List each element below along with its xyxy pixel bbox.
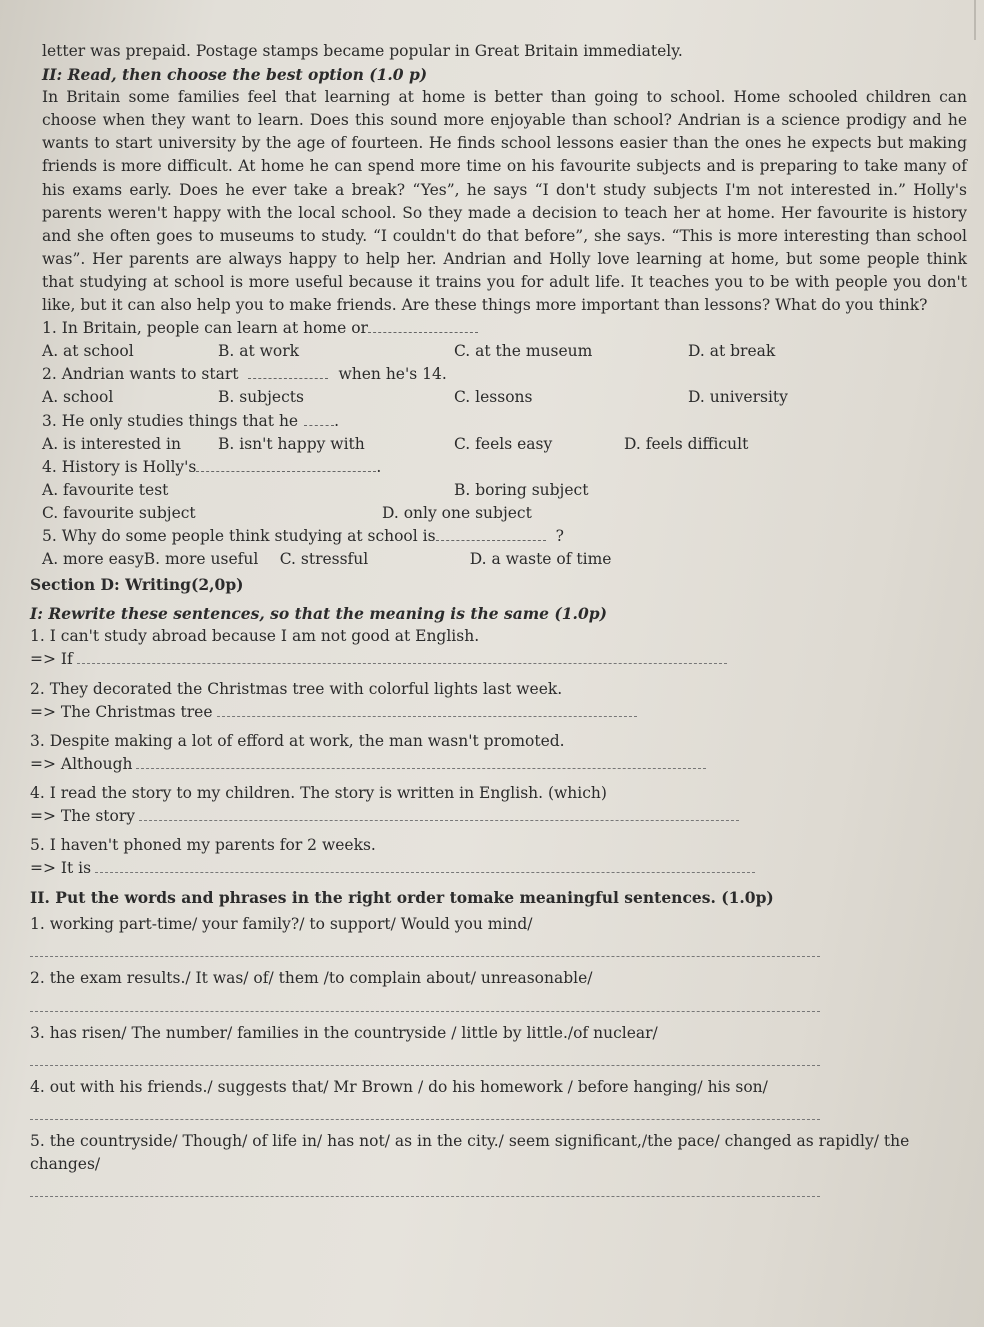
question-5-tail: ? bbox=[555, 526, 564, 545]
rewrite-3-sentence: 3. Despite making a lot of efford at work, the man wasn't promoted. bbox=[30, 731, 565, 750]
option-d: D. a waste of time bbox=[469, 550, 612, 569]
rewrite-5-prompt: => It is bbox=[30, 859, 92, 878]
page-fold bbox=[974, 0, 976, 40]
question-3-options bbox=[30, 433, 970, 456]
option-a: A. is interested in bbox=[42, 434, 181, 453]
intro-line: letter was prepaid. Postage stamps became popular in Great Britain immediately. bbox=[42, 42, 683, 60]
question-3-stem: 3. He only studies things that he bbox=[42, 411, 299, 430]
question-5-stem: 5. Why do some people think studying at school is bbox=[42, 526, 436, 545]
question-2-options bbox=[30, 386, 970, 409]
reorder-1-answer-line[interactable] bbox=[30, 936, 820, 957]
question-3-tail: . bbox=[334, 411, 340, 430]
question-5-options bbox=[30, 548, 970, 571]
reading-passage: In Britain some families feel that learning at home is better than going to school. Home schooled children can choose when they want to learn. Does this sound more enjoyable than school? Andrian is a science prodigy and he wants to start university by the age of fourteen. He finds school lessons easier than the ones he expects but making friends is more difficult. At home he can spend more time on his favourite subjects and is preparing to take many of his exams early. Does he ever take a break? “Yes”, he says “I don't study subjects I'm not interested in.” Holly's parents weren't happy with the local school. So they made a decision to teach her at home. Her favourite is history and she often goes to museums to study. “I couldn't do that before”, she says. “This is more interesting than school was”. Her parents are always happy to help her. Andrian and Holly love learning at home, but some people think that studying at school is more useful because it trains you for adult life. It teaches you to be with people you don't like, but it can also help you to make friends. Are these things more important than lessons? What do you think? bbox=[42, 88, 967, 315]
question-2-tail: when he's 14. bbox=[338, 365, 447, 384]
rewrite-2-sentence: 2. They decorated the Christmas tree with colorful lights last week. bbox=[30, 679, 563, 698]
rewrite-4-prompt: => The story bbox=[30, 807, 136, 825]
option-b: B. more useful bbox=[143, 550, 259, 569]
option-c: C. stressful bbox=[279, 550, 369, 569]
rewrite-2-answer-line[interactable] bbox=[217, 702, 637, 717]
reorder-5-answer-line[interactable] bbox=[30, 1176, 820, 1197]
question-4-blank bbox=[196, 471, 376, 472]
rewrite-2-answer[interactable] bbox=[30, 701, 970, 724]
rewrite-4-sentence: 4. I read the story to my children. The story is written in English. (which) bbox=[30, 783, 607, 802]
rewrite-4-answer[interactable] bbox=[30, 805, 970, 828]
rewrite-3-answer-line[interactable] bbox=[136, 754, 706, 769]
question-5 bbox=[30, 525, 970, 548]
question-4-options-1 bbox=[30, 479, 970, 502]
option-d: D. feels difficult bbox=[624, 434, 749, 453]
reorder-3: 3. has risen/ The number/ families in the countryside / little by little./of nuclear/ bbox=[30, 1023, 658, 1042]
question-2-blank bbox=[248, 378, 328, 379]
option-d: D. at break bbox=[688, 342, 776, 361]
question-1-stem: 1. In Britain, people can learn at home or bbox=[42, 319, 368, 338]
option-a: A. school bbox=[42, 388, 114, 407]
reorder-4-answer-line[interactable] bbox=[30, 1099, 820, 1120]
option-b: B. isn't happy with bbox=[218, 434, 365, 453]
section-d-heading: Section D: Writing(2,0p) bbox=[30, 575, 244, 595]
rewrite-3-answer[interactable] bbox=[30, 753, 970, 776]
question-4-stem: 4. History is Holly's bbox=[42, 457, 197, 476]
rewrite-1-sentence: 1. I can't study abroad because I am not good at English. bbox=[30, 627, 480, 646]
rewrite-2-prompt: => The Christmas tree bbox=[30, 702, 213, 721]
rewrite-1-answer-line[interactable] bbox=[77, 649, 727, 664]
option-d: D. only one subject bbox=[382, 503, 532, 522]
option-b: B. at work bbox=[218, 342, 300, 361]
worksheet-content bbox=[30, 40, 970, 1203]
question-2-stem: 2. Andrian wants to start bbox=[42, 365, 239, 384]
question-4-tail: . bbox=[376, 457, 382, 476]
reorder-4: 4. out with his friends./ suggests that/ Mr Brown / do his homework / before hanging/ his son/ bbox=[30, 1077, 768, 1096]
question-3-blank bbox=[304, 425, 334, 426]
reorder-2: 2. the exam results./ It was/ of/ them /to complain about/ unreasonable/ bbox=[30, 969, 593, 988]
question-1 bbox=[30, 317, 970, 340]
question-1-blank bbox=[368, 332, 478, 333]
option-c: C. at the museum bbox=[454, 342, 593, 361]
reorder-5: 5. the countryside/ Though/ of life in/ has not/ as in the city./ seem significant,/the pace/ changed as rapidly/ the changes/ bbox=[30, 1131, 910, 1173]
rewrite-3-prompt: => Although bbox=[30, 754, 133, 773]
question-2 bbox=[30, 363, 970, 386]
question-4 bbox=[30, 456, 970, 479]
rewrite-1-answer[interactable] bbox=[30, 648, 970, 671]
question-1-options bbox=[30, 340, 970, 363]
option-c: C. feels easy bbox=[454, 434, 553, 453]
rewrite-1-prompt: => If bbox=[30, 650, 73, 669]
rewrite-5-sentence: 5. I haven't phoned my parents for 2 weeks. bbox=[30, 836, 376, 855]
reorder-2-answer-line[interactable] bbox=[30, 991, 820, 1012]
reorder-3-answer-line[interactable] bbox=[30, 1045, 820, 1066]
rewrite-heading: I: Rewrite these sentences, so that the meaning is the same (1.0p) bbox=[30, 604, 607, 624]
question-3 bbox=[30, 410, 970, 433]
option-a: A. at school bbox=[42, 342, 134, 361]
question-4-options-2 bbox=[30, 502, 970, 525]
option-a: A. more easy bbox=[42, 550, 144, 569]
question-5-blank bbox=[436, 540, 546, 541]
option-c: C. favourite subject bbox=[42, 503, 196, 522]
rewrite-4-answer-line[interactable] bbox=[139, 806, 739, 821]
option-b: B. boring subject bbox=[454, 480, 589, 499]
option-d: D. university bbox=[688, 388, 788, 407]
reorder-1: 1. working part-time/ your family?/ to support/ Would you mind/ bbox=[30, 915, 533, 934]
section2-heading: II: Read, then choose the best option (1.0 p) bbox=[42, 65, 428, 85]
option-a: A. favourite test bbox=[42, 480, 169, 499]
option-b: B. subjects bbox=[218, 388, 304, 407]
rewrite-5-answer[interactable] bbox=[30, 857, 970, 880]
rewrite-5-answer-line[interactable] bbox=[95, 858, 755, 873]
option-c: C. lessons bbox=[454, 388, 533, 407]
reorder-heading: II. Put the words and phrases in the right order tomake meaningful sentences. (1.0p) bbox=[30, 888, 774, 908]
